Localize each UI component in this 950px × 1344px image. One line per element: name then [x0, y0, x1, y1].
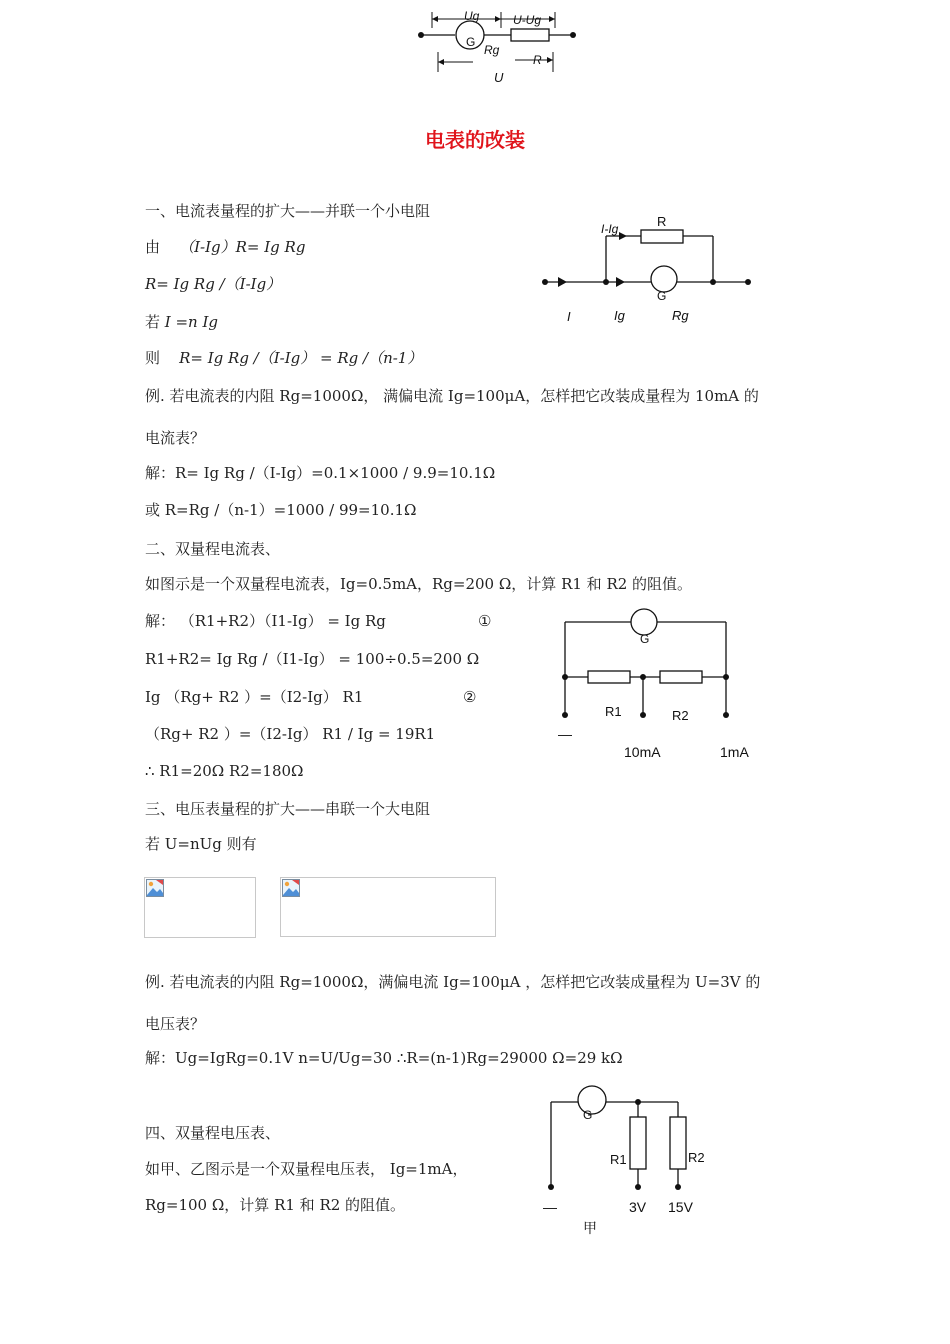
- section2-eq1: 解： （R1+R2）（I1-Ig） = Ig Rg ①: [145, 612, 492, 630]
- section1-line4: 则 R= Ig Rg /（I-Ig） = Rg /（n-1）: [145, 349, 423, 367]
- ig-label: Ig: [614, 308, 625, 323]
- r2-label: R2: [688, 1150, 705, 1165]
- minus-terminal-label: —: [558, 726, 572, 742]
- u-label: U: [494, 70, 504, 85]
- range-15v-label: 15V: [668, 1199, 693, 1215]
- section2-eq4: （Rg+ R2 ）=（I2-Ig） R1 / Ig = 19R1: [145, 725, 436, 743]
- section1-solution2: 或 R=Rg /（n-1）=1000 / 99=10.1Ω: [145, 501, 417, 519]
- section1-example-a: 例. 若电流表的内阻 Rg=1000Ω， 满偏电流 Ig=100μA，怎样把它改装成量程为 10mA 的: [145, 387, 759, 405]
- g-label: G: [657, 289, 667, 303]
- page-title: 电表的改装: [425, 128, 525, 152]
- section3-heading: 三、电压表量程的扩大——串联一个大电阻: [145, 800, 431, 818]
- range2-label: 1mA: [720, 744, 749, 760]
- section2-eq2: R1+R2= Ig Rg /（I1-Ig） = 100÷0.5=200 Ω: [145, 650, 480, 668]
- section3-example-a: 例. 若电流表的内阻 Rg=1000Ω，满偏电流 Ig=100μA ，怎样把它改装成量程为 U=3V 的: [145, 973, 761, 991]
- section3-example-b: 电压表？: [145, 1015, 206, 1033]
- section1-line2: R= Ig Rg /（I-Ig）: [145, 275, 282, 293]
- section1-example-b: 电流表？: [145, 429, 206, 447]
- section4-heading: 四、双量程电压表、: [145, 1124, 281, 1142]
- section1-solution1: 解：R= Ig Rg /（I-Ig）=0.1×1000 / 9.9=10.1Ω: [145, 464, 496, 482]
- figure-caption: 甲: [583, 1220, 597, 1236]
- shunt-circuit-diagram: [535, 210, 760, 330]
- section2-heading: 二、双量程电流表、: [145, 540, 281, 558]
- section4-line2: Rg=100 Ω，计算 R1 和 R2 的阻值。: [145, 1196, 406, 1214]
- rg-label: Rg: [484, 43, 500, 57]
- formula-image-placeholder-2: [280, 877, 496, 937]
- r-label: R: [533, 53, 542, 67]
- section4-line1: 如甲、乙图示是一个双量程电压表， Ig=1mA，: [145, 1160, 468, 1178]
- section1-line3: 若 I =n Ig: [145, 313, 219, 331]
- section2-eq3: Ig （Rg+ R2 ）=（I2-Ig） R1 ②: [145, 688, 477, 706]
- r2-label: R2: [672, 708, 689, 723]
- series-circuit-diagram: [415, 4, 585, 89]
- range1-label: 10mA: [624, 744, 661, 760]
- g-label: G: [583, 1108, 593, 1122]
- dual-range-voltmeter-diagram: [540, 1082, 710, 1242]
- rg-label: Rg: [672, 308, 689, 323]
- r-label: R: [657, 214, 667, 229]
- formula-image-placeholder-1: [144, 877, 256, 938]
- minus-terminal-label: —: [543, 1199, 557, 1215]
- section2-result: ∴ R1=20Ω R2=180Ω: [145, 762, 304, 780]
- section2-intro: 如图示是一个双量程电流表，Ig=0.5mA，Rg=200 Ω，计算 R1 和 R2 的阻值。: [145, 575, 693, 593]
- g-label: G: [640, 632, 650, 646]
- i-label: I: [567, 309, 571, 324]
- r1-label: R1: [610, 1152, 627, 1167]
- g-label: G: [466, 35, 476, 49]
- range-3v-label: 3V: [629, 1199, 647, 1215]
- section3-condition: 若 U=nUg 则有: [145, 835, 257, 853]
- broken-image-icon: [146, 879, 164, 897]
- r1-label: R1: [605, 704, 622, 719]
- section3-solution: 解：Ug=IgRg=0.1V n=U/Ug=30 ∴R=(n-1)Rg=29000 Ω=29 kΩ: [145, 1049, 623, 1067]
- dual-range-ammeter-diagram: [553, 605, 758, 765]
- ug-label: Ug: [464, 9, 480, 23]
- u-minus-ug-label: U-Ug: [513, 13, 542, 27]
- i-minus-ig-label: I-Ig: [601, 222, 619, 236]
- section1-heading: 一、电流表量程的扩大——并联一个小电阻: [145, 202, 431, 220]
- broken-image-icon: [282, 879, 300, 897]
- section1-line1: 由 （I-Ig）R= Ig Rg: [145, 238, 306, 256]
